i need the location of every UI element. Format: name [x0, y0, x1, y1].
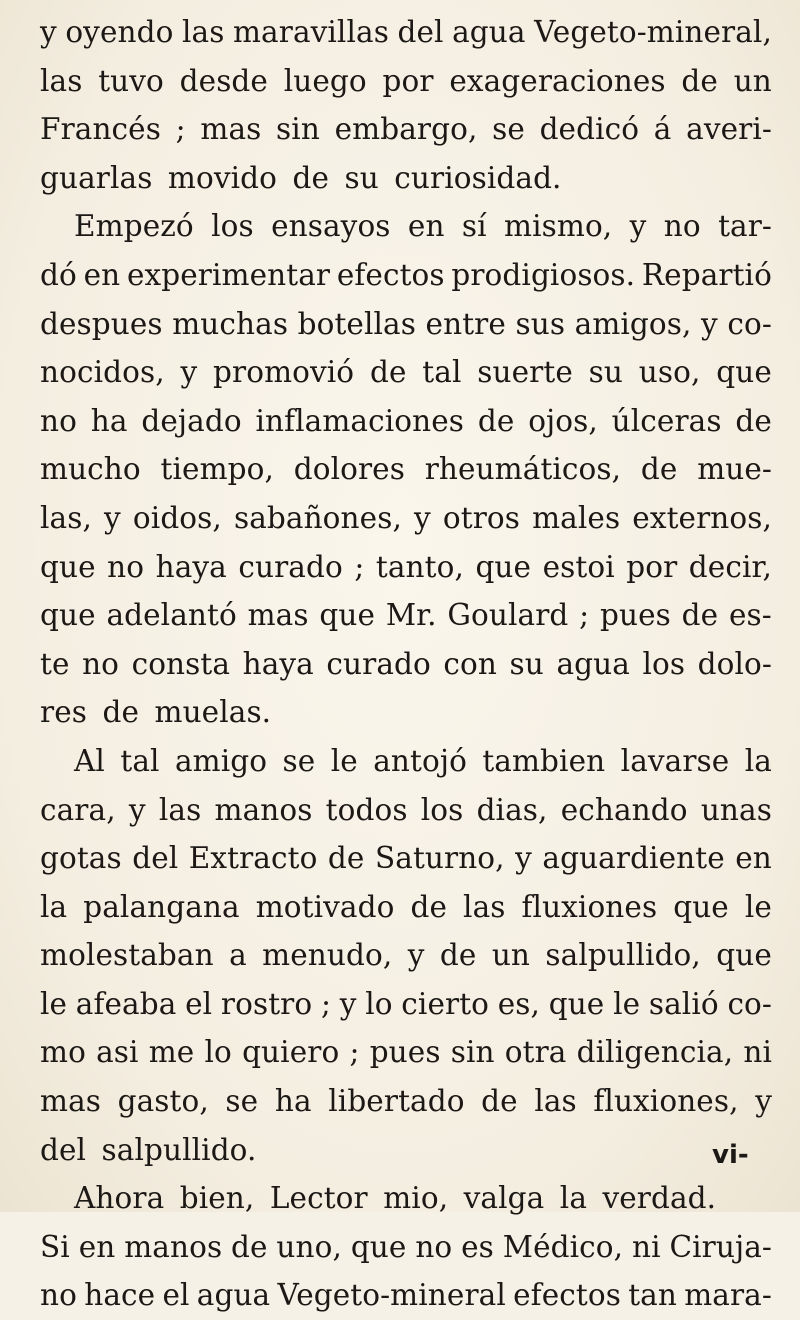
text-line: te no consta haya curado con su agua los dolo- [40, 646, 772, 681]
text-line: Empezó los ensayos en sí mismo, y no tar- [74, 209, 772, 244]
text-line: cara, y las manos todos los dias, echando unas [40, 792, 772, 827]
text-line: despues muchas botellas entre sus amigos, y co- [40, 306, 772, 341]
text-line: la palangana motivado de las fluxiones que le [40, 889, 772, 924]
text-line: las, y oidos, sabañones, y otros males externos, [40, 500, 772, 535]
catchword: vi- [712, 1140, 749, 1170]
text-line: dó en experimentar efectos prodigiosos. Repartió [40, 257, 772, 292]
paragraph [40, 737, 772, 1174]
paragraph [40, 1174, 772, 1320]
text-line: guarlas movido de su curiosidad. [40, 160, 562, 195]
text-line: que no haya curado ; tanto, que estoi por decir, [40, 549, 772, 584]
text-line: del salpullido. [40, 1132, 257, 1167]
paragraph [40, 8, 772, 202]
text-line: las tuvo desde luego por exageraciones de un [40, 63, 772, 98]
text-line: Si en manos de uno, que no es Médico, ni Ciruja- [40, 1229, 772, 1264]
text-line: mucho tiempo, dolores rheumáticos, de mue- [40, 452, 772, 487]
text-line: mo asi me lo quiero ; pues sin otra diligencia, ni [40, 1035, 772, 1070]
text-line: gotas del Extracto de Saturno, y aguardiente en [40, 841, 772, 876]
body-text [40, 8, 772, 1320]
text-line: le afeaba el rostro ; y lo cierto es, que le salió co- [40, 986, 772, 1021]
text-line: molestaban a menudo, y de un salpullido, que [40, 938, 772, 973]
text-line: nocidos, y promovió de tal suerte su uso, que [40, 355, 772, 390]
text-line: y oyendo las maravillas del agua Vegeto-mineral, [40, 15, 772, 49]
text-line: Ahora bien, Lector mio, valga la verdad. [74, 1181, 717, 1216]
text-line: Al tal amigo se le antojó tambien lavarse la [74, 743, 772, 778]
text-line: no hace el agua Vegeto-mineral efectos tan mara- [40, 1278, 772, 1313]
text-line: que adelantó mas que Mr. Goulard ; pues de es- [40, 598, 772, 633]
paragraph [40, 202, 772, 737]
text-line: Francés ; mas sin embargo, se dedicó á averi- [40, 112, 772, 147]
text-line: res de muelas. [40, 695, 272, 730]
text-line: mas gasto, se ha libertado de las fluxiones, y [40, 1084, 772, 1119]
text-line: no ha dejado inflamaciones de ojos, úlceras de [40, 403, 772, 438]
